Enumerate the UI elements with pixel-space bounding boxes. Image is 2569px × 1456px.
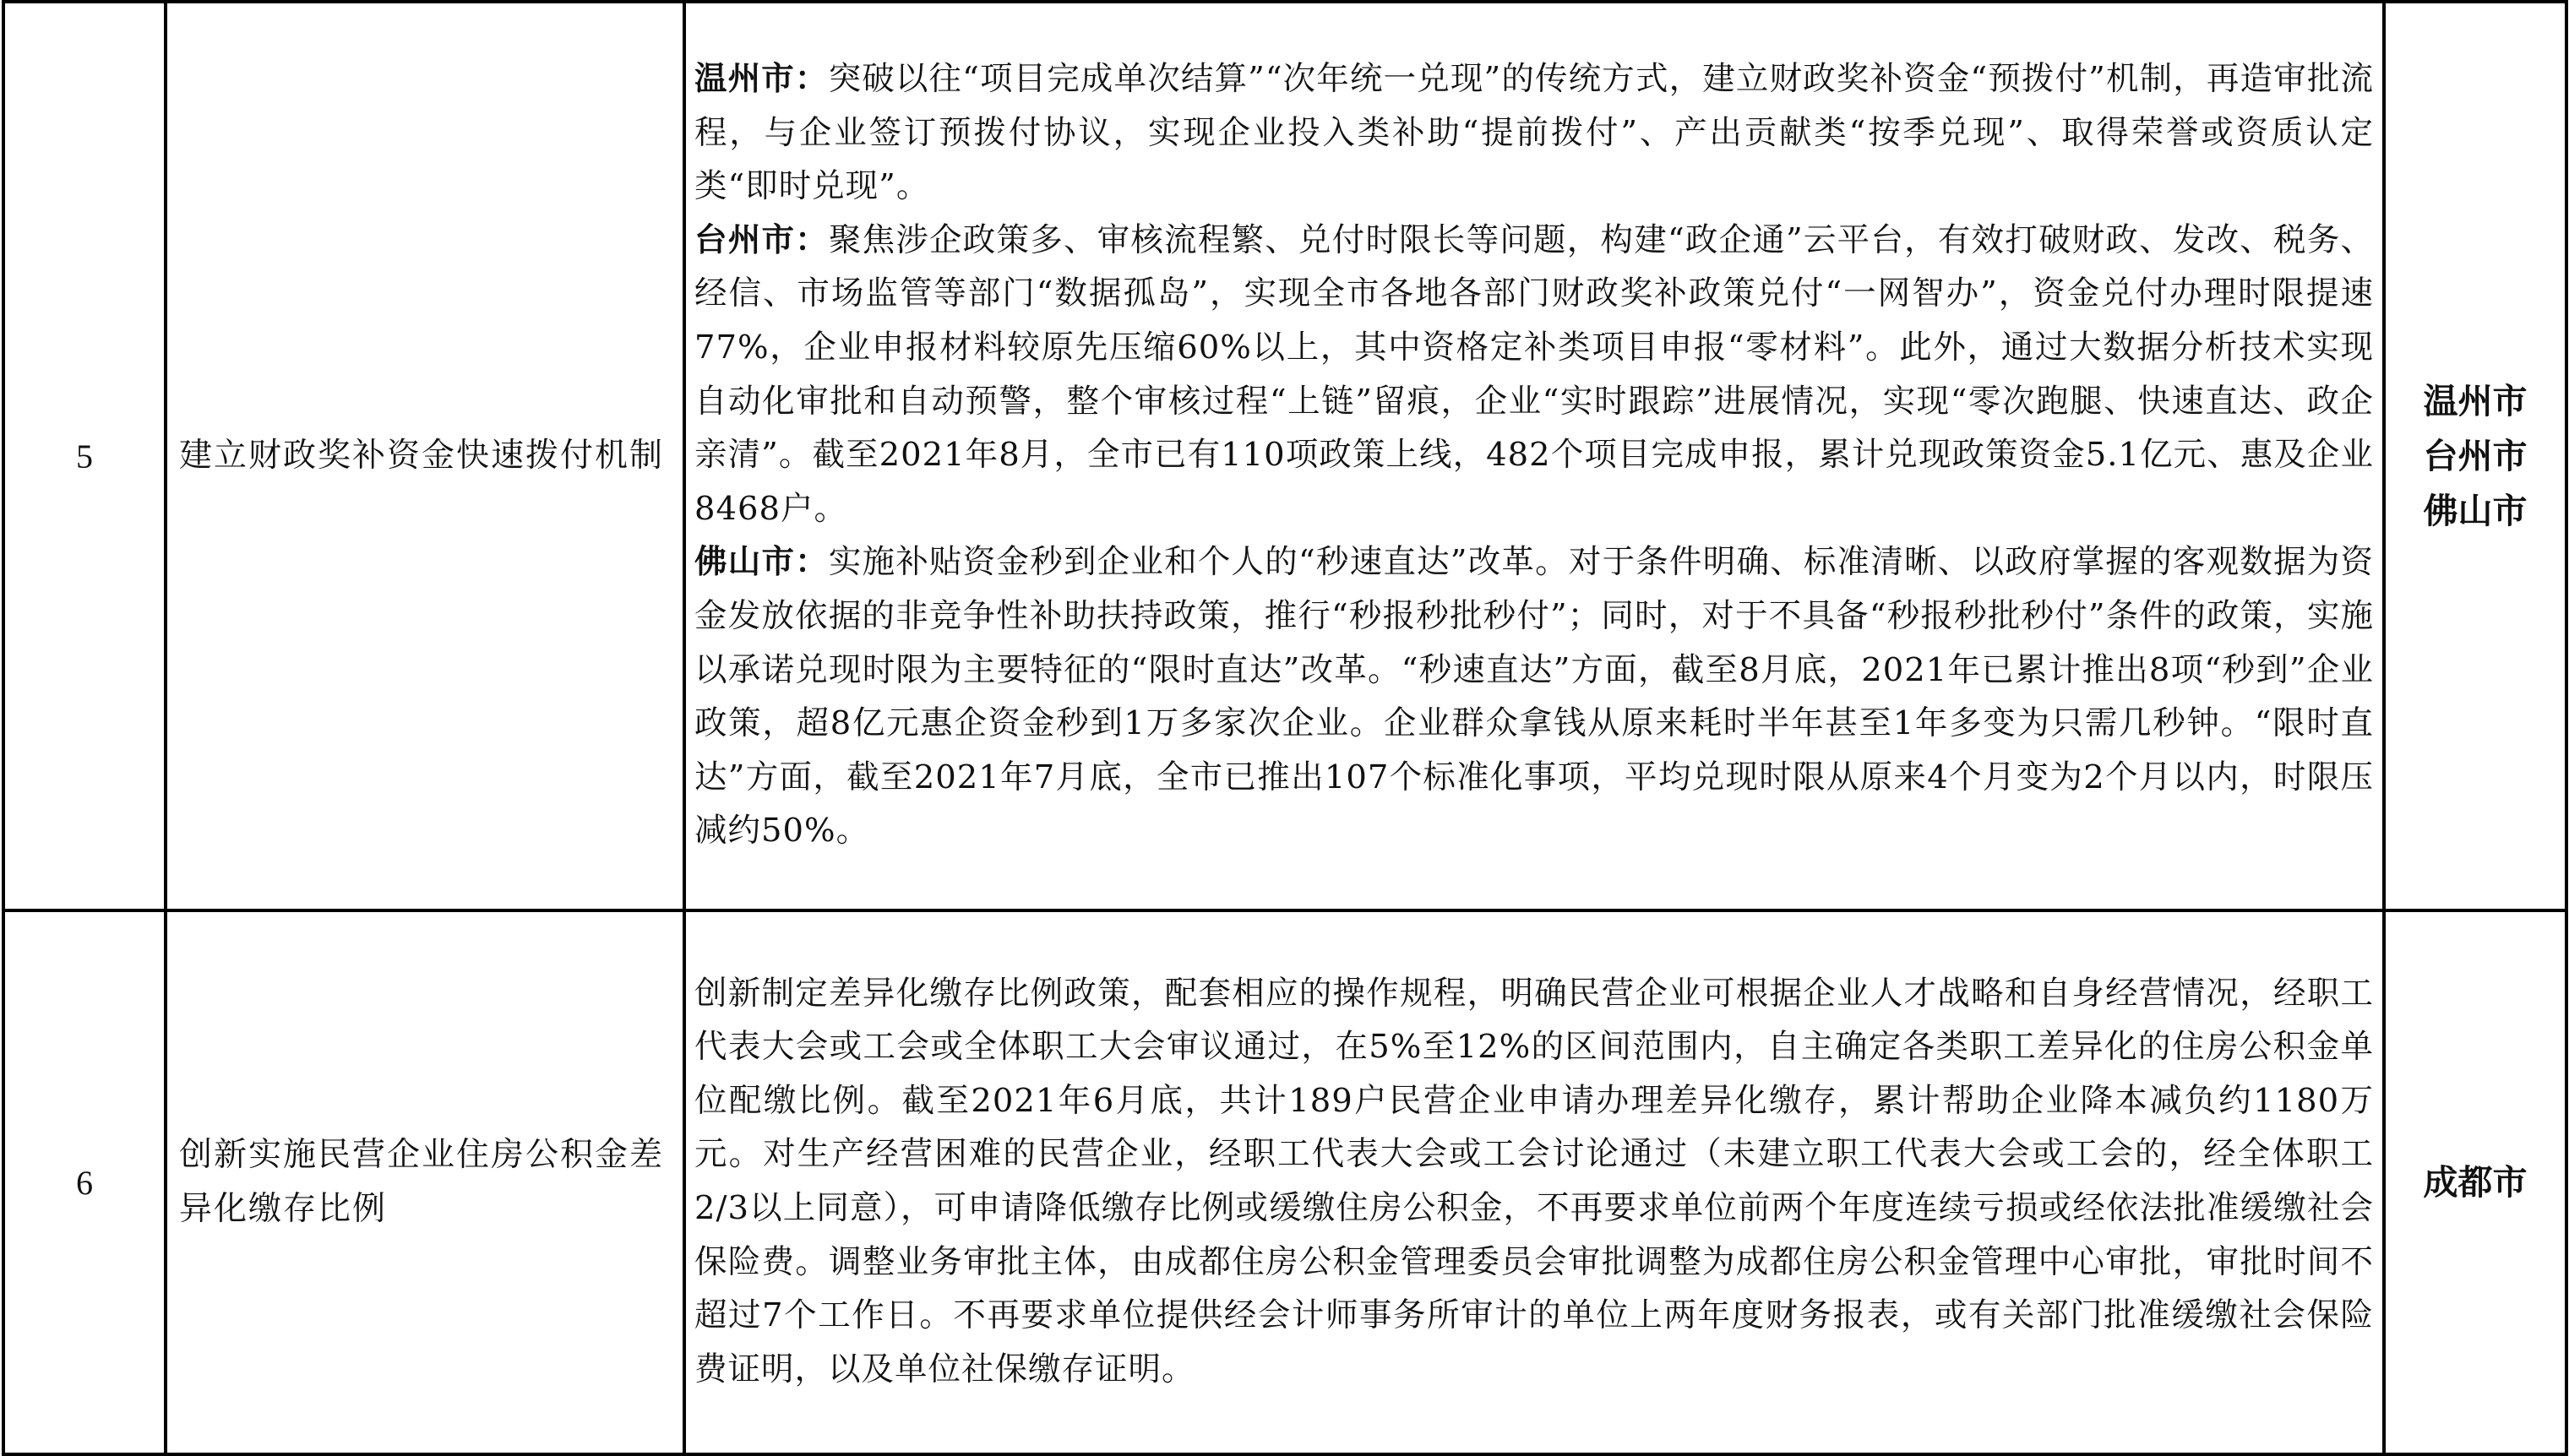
table-row [3, 2, 2566, 910]
city-label: 佛山市： [694, 543, 829, 582]
pilot-cities [2384, 910, 2566, 1454]
detail-text: 突破以往“项目完成单次结算”“次年统一兑现”的传统方式，建立财政奖补资金“预拨付”机制，再造审批流程，与企业签订预拨付协议，实现企业投入类补助“提前拨付”、产出贡献类“按季兑现”、取得荣誉或资质认定类“即时兑现”。 [694, 60, 2374, 206]
city-name: 佛山市 [2423, 490, 2528, 531]
policy-table [2, 0, 2568, 1456]
measure-title: 创新实施民营企业住房公积金差异化缴存比例 [166, 910, 684, 1454]
city-label: 台州市： [694, 220, 829, 259]
detail-paragraph-foshan [694, 535, 2374, 858]
pilot-cities [2384, 2, 2566, 910]
detail-paragraph-wenzhou [694, 52, 2374, 214]
city-name: 台州市 [2423, 435, 2528, 476]
detail-paragraph: 创新制定差异化缴存比例政策，配套相应的操作规程，明确民营企业可根据企业人才战略和自身经营情况，经职工代表大会或工会或全体职工大会审议通过，在5%至12%的区间范围内，自主确定各类职工差异化的住房公积金单位配缴比例。截至2021年6月底，共计189户民营企业申请办理差异化缴存，累计帮助企业降本减负约1180万元。对生产经营困难的民营企业，经职工代表大会或工会讨论通过（未建立职工代表大会或工会的，经全体职工2/3以上同意），可申请降低缴存比例或缓缴住房公积金，不再要求单位前两个年度连续亏损或经依法批准缓缴社会保险费。调整业务审批主体，由成都住房公积金管理委员会审批调整为成都住房公积金管理中心审批，审批时间不超过7个工作日。不再要求单位提供经会计师事务所审计的单位上两年度财务报表，或有关部门批准缓缴社会保险费证明，以及单位社保缴存证明。 [694, 974, 2374, 1388]
measure-details [684, 2, 2384, 910]
table-row [3, 910, 2566, 1454]
measure-title: 建立财政奖补资金快速拨付机制 [166, 2, 684, 910]
city-label: 温州市： [694, 60, 829, 99]
city-name: 成都市 [2423, 1161, 2528, 1203]
detail-text: 聚焦涉企政策多、审核流程繁、兑付时限长等问题，构建“政企通”云平台，有效打破财政、发改、税务、经信、市场监管等部门“数据孤岛”，实现全市各地各部门财政奖补政策兑付“一网智办”，资金兑付办理时限提速77%，企业申报材料较原先压缩60%以上，其中资格定补类项目申报“零材料”。此外，通过大数据分析技术实现自动化审批和自动预警，整个审核过程“上链”留痕，企业“实时跟踪”进展情况，实现“零次跑腿、快速直达、政企亲清”。截至2021年8月，全市已有110项政策上线，482个项目完成申报，累计兑现政策资金5.1亿元、惠及企业8468户。 [694, 220, 2374, 528]
row-number: 6 [3, 910, 166, 1454]
row-number: 5 [3, 2, 166, 910]
measure-details [684, 910, 2384, 1454]
detail-paragraph-taizhou [694, 214, 2374, 536]
city-name: 温州市 [2423, 380, 2528, 421]
detail-text: 实施补贴资金秒到企业和个人的“秒速直达”改革。对于条件明确、标准清晰、以政府掌握的客观数据为资金发放依据的非竞争性补助扶持政策，推行“秒报秒批秒付”；同时，对于不具备“秒报秒批秒付”条件的政策，实施以承诺兑现时限为主要特征的“限时直达”改革。“秒速直达”方面，截至8月底，2021年已累计推出8项“秒到”企业政策，超8亿元惠企资金秒到1万多家次企业。企业群众拿钱从原来耗时半年甚至1年多变为只需几秒钟。“限时直达”方面，截至2021年7月底，全市已推出107个标准化事项，平均兑现时限从原来4个月变为2个月以内，时限压减约50%。 [694, 543, 2374, 850]
